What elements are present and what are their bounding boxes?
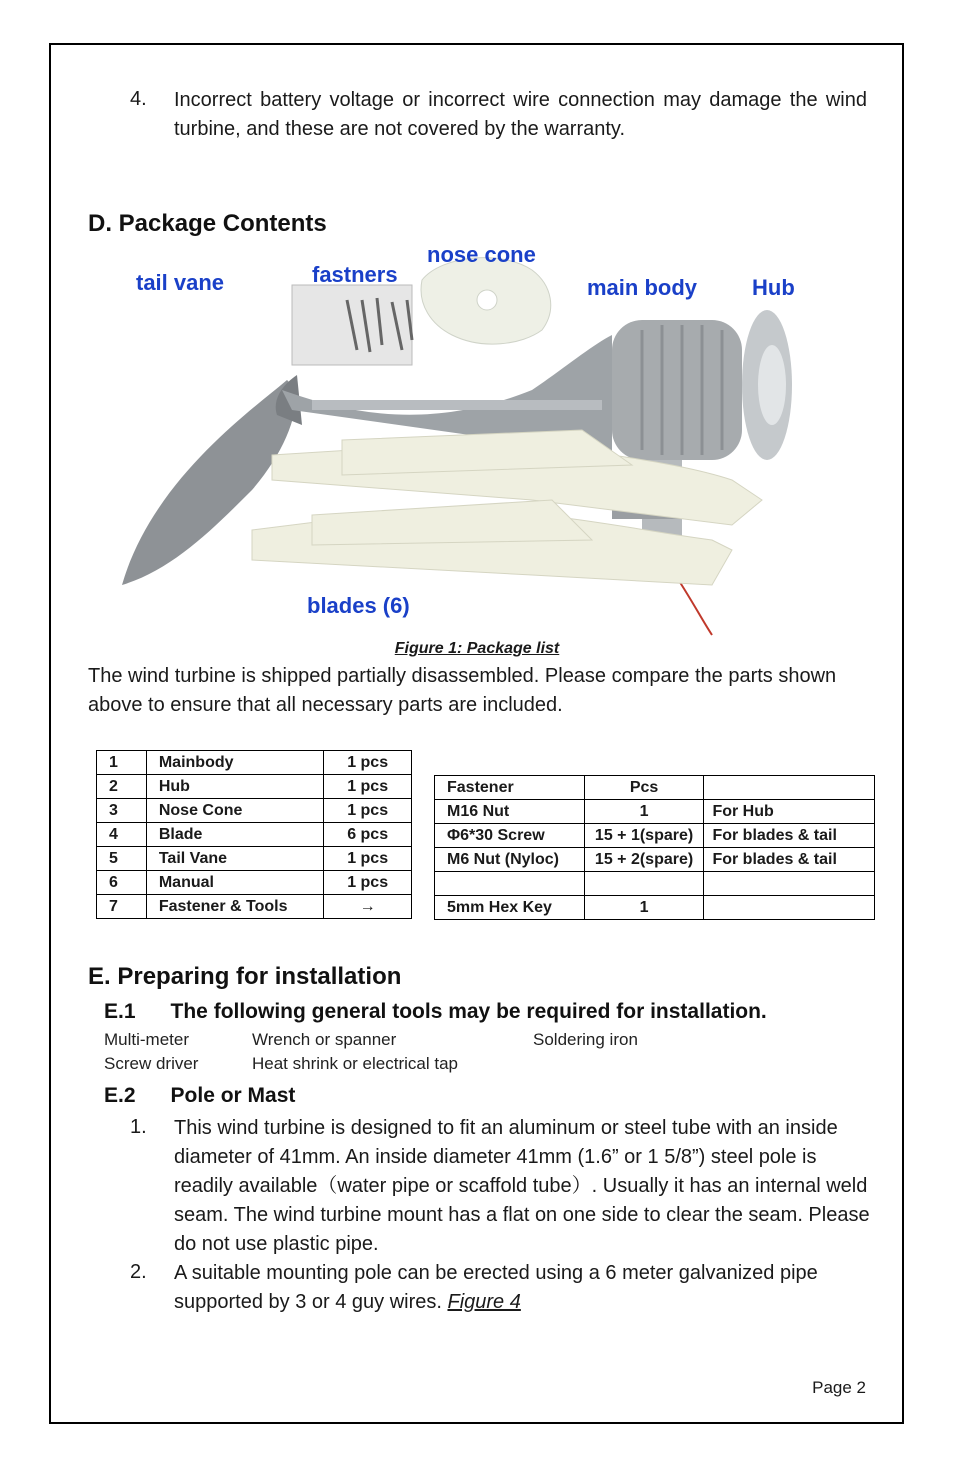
label-nose-cone: nose cone <box>427 242 536 267</box>
table-row <box>435 872 875 896</box>
section-d-heading: D. Package Contents <box>88 210 327 237</box>
label-tail-vane: tail vane <box>136 270 225 295</box>
tool-heat-shrink: Heat shrink or electrical tap <box>252 1054 458 1073</box>
label-blades: blades (6) <box>307 593 410 618</box>
table-row: 4 Blade 6 pcs <box>97 823 412 847</box>
list-number: 2. <box>130 1261 147 1283</box>
figure-4-link[interactable]: Figure 4 <box>447 1291 521 1313</box>
parts-table <box>96 750 412 919</box>
tool-multimeter: Multi-meter <box>104 1030 190 1049</box>
table-row: 5 Tail Vane 1 pcs <box>97 847 412 871</box>
intro-paragraph: Incorrect battery voltage or incorrect wire connection may damage the wind turbine, and these are not covered by the warranty. <box>174 89 867 140</box>
section-e1-heading: E.1 The following general tools may be required for installation. <box>104 1000 767 1023</box>
pole-paragraph-1: This wind turbine is designed to fit an aluminum or steel tube with an inside diameter of 41mm. An inside diameter 41mm (1.6” or 1 5/8”) steel pole is readily available（water pipe or scaffold tube）. Usually it has an internal weld seam. The wind turbine mount has a flat on one side to clear the seam. Please do not use plastic pipe. <box>174 1117 870 1255</box>
tool-wrench: Wrench or spanner <box>252 1030 397 1049</box>
arrow-icon: → <box>324 895 412 919</box>
table-row: 1 Mainbody 1 pcs <box>97 751 412 775</box>
table-row: M6 Nut (Nyloc) 15 + 2(spare) For blades & tail <box>435 848 875 872</box>
tool-screwdriver: Screw driver <box>104 1054 199 1073</box>
figure-caption: Figure 1: Package list <box>394 640 560 657</box>
label-fastners: fastners <box>312 262 398 287</box>
table-row: 5mm Hex Key 1 <box>435 896 875 920</box>
table-row: Φ6*30 Screw 15 + 1(spare) For blades & tail <box>435 824 875 848</box>
list-number: 1. <box>130 1116 147 1138</box>
package-contents-figure <box>112 240 832 640</box>
section-e-heading: E. Preparing for installation <box>88 963 402 990</box>
pole-paragraph-2 <box>174 1259 834 1317</box>
section-e2-heading: E.2 Pole or Mast <box>104 1084 296 1107</box>
label-hub: Hub <box>752 275 795 300</box>
table-row: 3 Nose Cone 1 pcs <box>97 799 412 823</box>
label-main-body: main body <box>587 275 698 300</box>
table-row: Fastener Pcs <box>435 776 875 800</box>
table-row: 6 Manual 1 pcs <box>97 871 412 895</box>
table-row: 2 Hub 1 pcs <box>97 775 412 799</box>
page-number: Page 2 <box>812 1378 866 1397</box>
package-paragraph: The wind turbine is shipped partially disassembled. Please compare the parts shown above to ensure that all necessary parts are included. <box>88 665 837 716</box>
table-row: 7 Fastener & Tools → <box>97 895 412 919</box>
fastener-table <box>434 775 875 920</box>
pole-paragraph-2-text: A suitable mounting pole can be erected using a 6 meter galvanized pipe supported by 3 or 4 guy wires. <box>174 1262 818 1313</box>
list-number: 4. <box>130 88 147 110</box>
tool-soldering-iron: Soldering iron <box>533 1030 638 1049</box>
table-row: M16 Nut 1 For Hub <box>435 800 875 824</box>
